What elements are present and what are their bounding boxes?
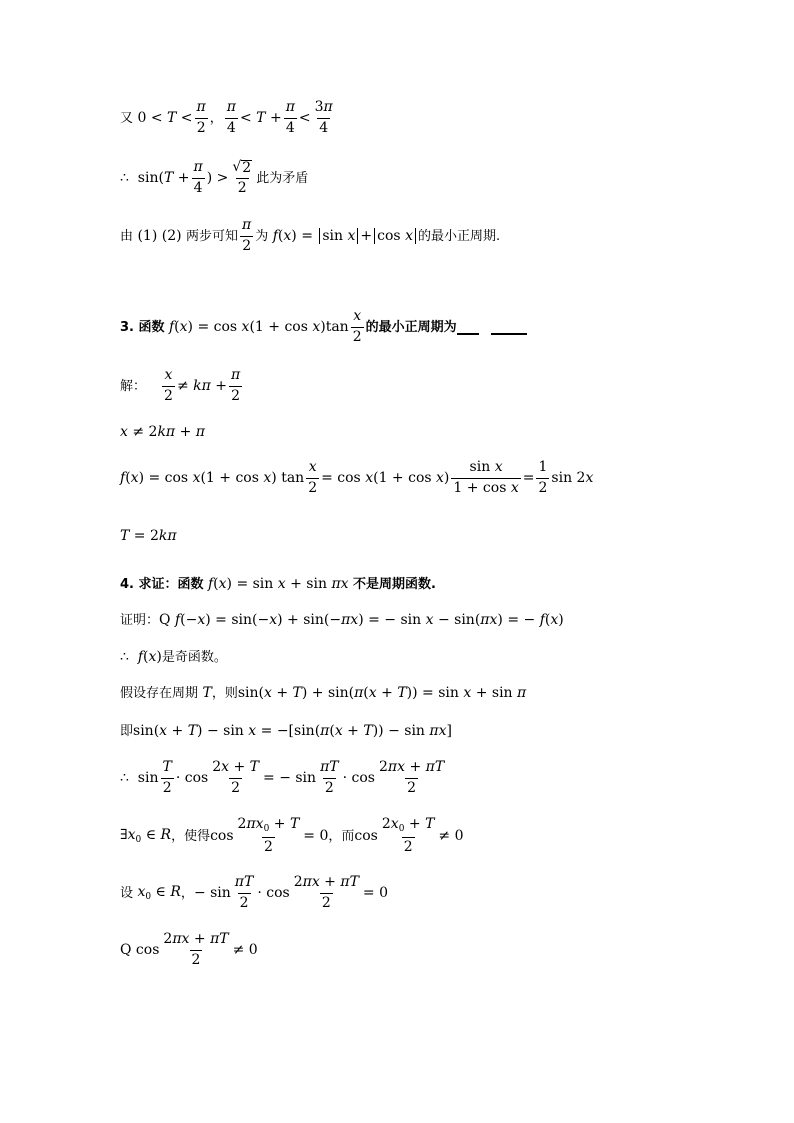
text-you: 又: [120, 110, 134, 126]
proof-line-6: $\exists x_0$ ∈ R ，使得 cos $\frac{2\pi x_0 + T}{2}$ = 0 ，而 cos $\frac{2x_0 + T}{2}$ ≠ 0: [120, 815, 464, 855]
line-text-store: [0, 0, 1, 1]
line-1: 又 0 < T < $\frac{\pi}{2}$ ， $\frac{\pi}{4}$ < T + $\frac{\pi}{4}$ < $\frac{3\pi}{4}$: [120, 99, 333, 136]
proof-line-1: 证明： Q f(−x) = sin(−x) + sin(−πx) = − sin x − sin(πx) = − f(x): [120, 612, 564, 628]
proof-line-8: Q cos $\frac{2\pi x + \pi T}{2}$ ≠ 0: [120, 931, 258, 968]
text-contradiction: 此为矛盾: [256, 170, 309, 186]
proof-line-7: 设 $x_0$ ∈ R ， − sin $\frac{\pi T}{2}$ · cos $\frac{2\pi x + \pi T}{2}$ = 0: [120, 874, 389, 911]
answer-blank: [457, 319, 479, 335]
solution-line-3: f(x) = cos x(1 + cos x) tan $\frac{x}{2}$ = cos x(1 + cos x) $\frac{\text{sin x}}{\text{1 + cos x}}$ = $\frac{1}{2}$ sin 2x: [120, 459, 594, 496]
proof-line-2: ∴ f(x) 是奇函数。: [120, 649, 227, 665]
solution-line-2: x ≠ 2kπ + π: [120, 424, 205, 440]
line-2: ∴ sin(T + $\frac{\pi}{4}$ ) > √ 2 2 此为矛盾: [120, 158, 309, 196]
proof-line-5: ∴ sin $\frac{T}{2}$ · cos $\frac{2x + T}{2}$ = − sin $\frac{\pi T}{2}$ · cos $\frac{2\pi x + \pi T}{2}$: [120, 759, 445, 796]
solution-line-1: 解： $\frac{x}{2}$ ≠ kπ + $\frac{\pi}{2}$: [120, 367, 241, 404]
answer-blank: [491, 319, 527, 335]
solution-line-4: T = 2kπ: [120, 528, 177, 544]
proof-line-4: 即 sin(x + T) − sin x = −[sin(π(x + T)) − sin πx]: [120, 723, 452, 739]
line-3: 由 (1) (2) 两步可知 $\frac{\pi}{2}$ 为 f(x) = sin x + cos x 的最小正周期.: [120, 217, 501, 254]
question-4: 4. 求证：函数 f(x) = sin x + sin πx 不是周期函数.: [120, 576, 436, 592]
question-3: 3. 函数 f(x) = cos x(1 + cos x)tan $\frac{x}{2}$ 的最小正周期为: [120, 307, 527, 347]
proof-line-3: 假设存在周期 T ，则 sin(x + T) + sin(π(x + T)) = sin x + sin π: [120, 685, 527, 701]
